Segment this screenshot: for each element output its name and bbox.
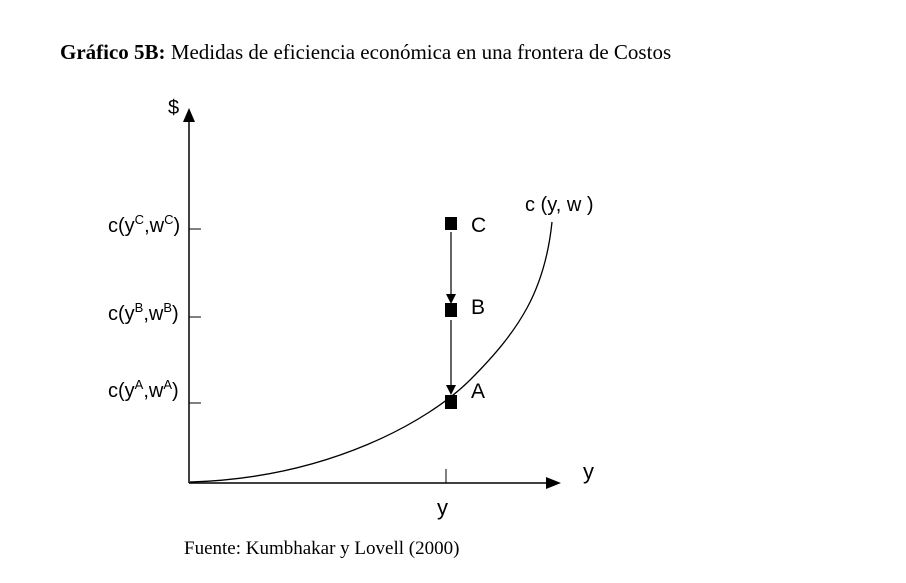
- point-b-label: B: [471, 296, 486, 319]
- point-c-marker: [445, 217, 457, 230]
- y-tick-label-a: $c(y^A,w^A)$: [108, 377, 179, 402]
- y-axis-label: $: [168, 97, 180, 119]
- y-tick-label-c: $c(y^C,w^C)$: [108, 212, 181, 237]
- point-a-label: A: [471, 380, 486, 403]
- source-note: Fuente: Kumbhakar y Lovell (2000): [184, 538, 460, 559]
- title-text: Medidas de eficiencia económica en una frontera de Costos: [170, 40, 672, 64]
- x-axis-arrow: [546, 477, 561, 489]
- point-a-marker: [445, 395, 457, 409]
- y-tick-label-b: $c(y^B,w^B)$: [108, 300, 179, 325]
- point-b-marker: [445, 303, 457, 317]
- title-prefix: Gráfico 5B:: [60, 40, 166, 64]
- x-axis-label: y: [583, 459, 594, 484]
- cost-curve: [190, 222, 552, 482]
- x-tick-label: y: [437, 495, 448, 520]
- curve-label: c (y, w ): [525, 194, 594, 216]
- y-axis-arrow: [183, 108, 195, 122]
- point-c-label: C: [471, 214, 487, 237]
